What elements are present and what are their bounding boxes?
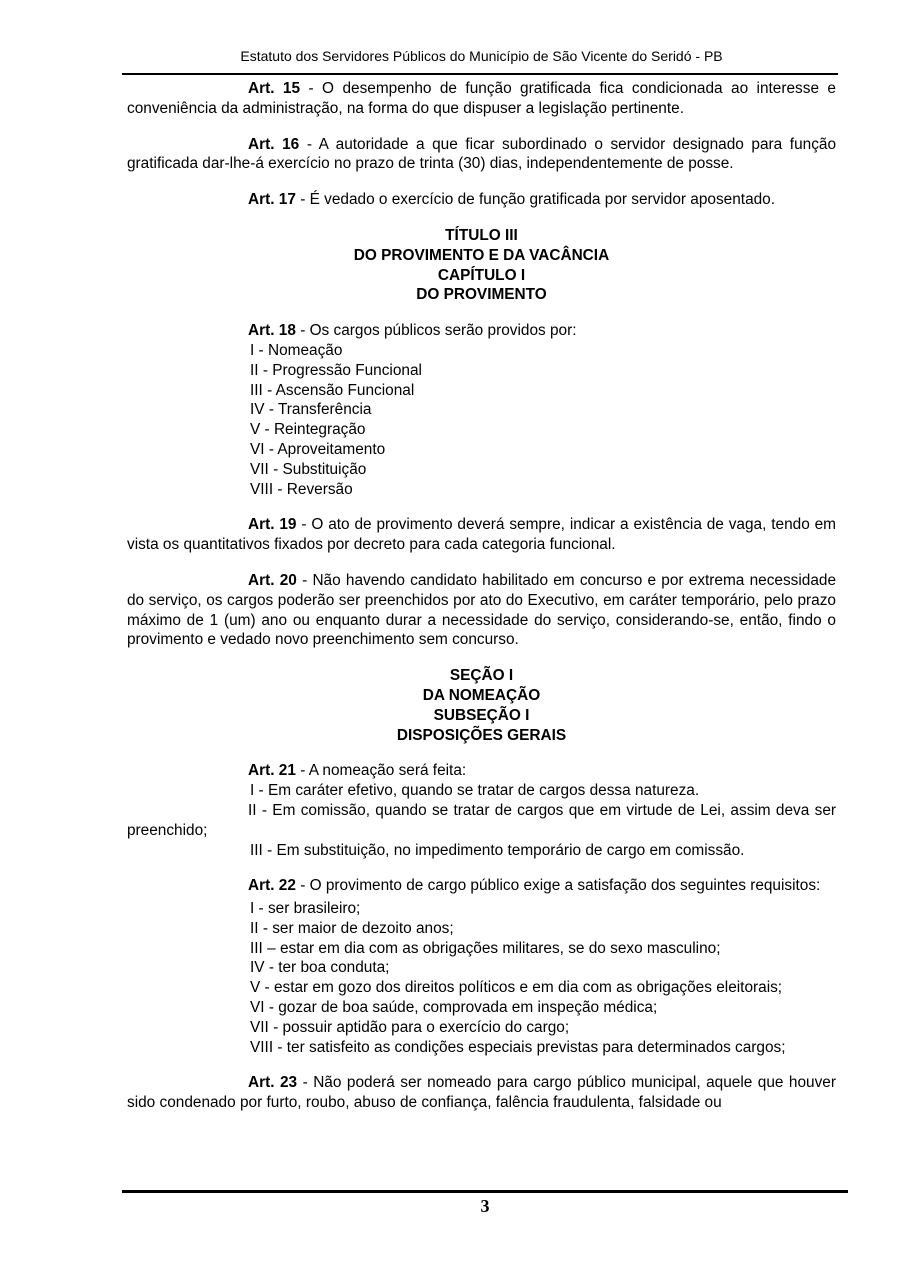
article-22-item-1: I - ser brasileiro; bbox=[250, 900, 361, 918]
article-21-label: Art. 21 bbox=[248, 762, 296, 780]
article-18-item-5: V - Reintegração bbox=[250, 421, 366, 439]
article-16-label: Art. 16 bbox=[248, 135, 300, 153]
heading-titulo-iii-line-1: TÍTULO III bbox=[445, 226, 518, 244]
article-23-paragraph bbox=[127, 1073, 836, 1113]
article-22-paragraph bbox=[127, 876, 836, 896]
heading-secao-i-line-2: DA NOMEAÇÃO bbox=[422, 686, 541, 704]
article-23 bbox=[127, 1073, 836, 1113]
article-22-item-6: VI - gozar de boa saúde, comprovada em inspeção médica; bbox=[250, 999, 658, 1017]
heading-titulo-iii-line-4: DO PROVIMENTO bbox=[416, 286, 547, 304]
article-17-label: Art. 17 bbox=[248, 191, 296, 209]
article-22-item-2: II - ser maior de dezoito anos; bbox=[250, 919, 454, 937]
article-18-item-7: VII - Substituição bbox=[250, 460, 367, 478]
article-23-text: - Não poderá ser nomeado para cargo público municipal, aquele que houver sido condenado por furto, roubo, abuso de confiança, falência fraudulenta, falsidade ou bbox=[127, 1074, 836, 1112]
article-18-item-3: III - Ascensão Funcional bbox=[250, 381, 415, 399]
page-number: 3 bbox=[480, 1196, 490, 1216]
article-22-item-8: VIII - ter satisfeito as condições especiais previstas para determinados cargos; bbox=[250, 1038, 786, 1056]
article-17-paragraph bbox=[127, 190, 836, 210]
article-21-text: - A nomeação será feita: bbox=[300, 762, 467, 780]
article-19-paragraph bbox=[127, 515, 836, 555]
article-20-text: - Não havendo candidato habilitado em concurso e por extrema necessidade do serviço, os cargos poderão ser preenchidos por ato do Executivo, em caráter temporário, pelo prazo máximo de 1 (um) ano ou enquanto durar a necessidade do serviço, considerando-se, então, findo o provimento e vedado novo preenchimento sem concurso. bbox=[127, 571, 837, 649]
article-22 bbox=[127, 876, 836, 1057]
article-23-label: Art. 23 bbox=[248, 1074, 298, 1092]
article-18-paragraph bbox=[127, 321, 836, 341]
article-19-text: - O ato de provimento deverá sempre, indicar a existência de vaga, tendo em vista os quantitativos fixados por decreto para cada categoria funcional. bbox=[127, 516, 836, 554]
article-15-text: - O desempenho de função gratificada fica condicionada ao interesse e conveniência da administração, na forma do que dispuser a legislação pertinente. bbox=[127, 80, 836, 117]
article-18-label: Art. 18 bbox=[248, 322, 296, 340]
article-22-item-7: VII - possuir aptidão para o exercício do cargo; bbox=[250, 1018, 570, 1036]
article-15-paragraph bbox=[127, 79, 836, 119]
article-15 bbox=[127, 79, 836, 119]
header-rule bbox=[122, 73, 838, 75]
article-22-item-4: IV - ter boa conduta; bbox=[250, 959, 390, 977]
heading-titulo-iii-line-3: CAPÍTULO I bbox=[437, 266, 526, 284]
article-21-paragraph bbox=[127, 761, 836, 781]
article-21-item-3: III - Em substituição, no impedimento temporário de cargo em comissão. bbox=[250, 841, 745, 859]
heading-secao-i bbox=[127, 666, 836, 745]
article-18-text: - Os cargos públicos serão providos por: bbox=[300, 322, 577, 340]
article-22-item-5: V - estar em gozo dos direitos políticos e em dia com as obrigações eleitorais; bbox=[250, 979, 783, 997]
article-17 bbox=[127, 190, 836, 210]
article-22-label: Art. 22 bbox=[248, 877, 296, 895]
heading-titulo-iii bbox=[127, 226, 836, 305]
article-21-item-1: I - Em caráter efetivo, quando se tratar de cargos dessa natureza. bbox=[250, 782, 700, 800]
article-18-item-4: IV - Transferência bbox=[250, 401, 372, 419]
article-18-item-2: II - Progressão Funcional bbox=[250, 361, 422, 379]
article-19 bbox=[127, 515, 836, 555]
document-header-title: Estatuto dos Servidores Públicos do Município de São Vicente do Seridó - PB bbox=[240, 48, 723, 64]
article-16-text: - A autoridade a que ficar subordinado o servidor designado para função gratificada dar-lhe-á exercício no prazo de trinta (30) dias, independentemente de posse. bbox=[127, 135, 837, 173]
article-18-item-6: VI - Aproveitamento bbox=[250, 440, 386, 458]
article-15-label: Art. 15 bbox=[248, 80, 301, 97]
article-17-text: - É vedado o exercício de função gratificada por servidor aposentado. bbox=[300, 191, 776, 209]
article-20 bbox=[127, 571, 836, 650]
article-18-item-8: VIII - Reversão bbox=[250, 480, 353, 498]
article-22-item-3: III – estar em dia com as obrigações militares, se do sexo masculino; bbox=[250, 939, 721, 957]
article-19-label: Art. 19 bbox=[248, 516, 297, 534]
heading-titulo-iii-line-2: DO PROVIMENTO E DA VACÂNCIA bbox=[353, 246, 610, 264]
document-body bbox=[127, 79, 836, 1129]
article-20-paragraph bbox=[127, 571, 836, 650]
heading-secao-i-line-4: DISPOSIÇÕES GERAIS bbox=[396, 726, 567, 744]
article-22-text: - O provimento de cargo público exige a satisfação dos seguintes requisitos: bbox=[300, 877, 821, 895]
article-18 bbox=[127, 321, 836, 499]
article-16 bbox=[127, 135, 836, 175]
article-21 bbox=[127, 761, 836, 860]
heading-secao-i-line-1: SEÇÃO I bbox=[449, 667, 514, 685]
article-21-item-2: II - Em comissão, quando se tratar de cargos que em virtude de Lei, assim deva ser preenchido; bbox=[127, 801, 836, 839]
article-18-item-1: I - Nomeação bbox=[250, 341, 343, 359]
footer-rule bbox=[122, 1190, 848, 1193]
article-20-label: Art. 20 bbox=[248, 571, 297, 589]
heading-secao-i-line-3: SUBSEÇÃO I bbox=[433, 706, 530, 724]
article-16-paragraph bbox=[127, 135, 836, 175]
